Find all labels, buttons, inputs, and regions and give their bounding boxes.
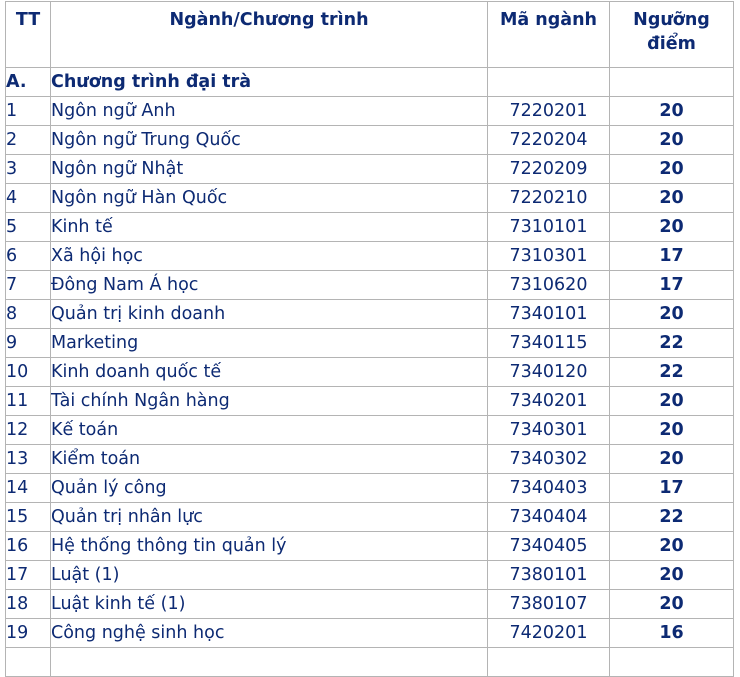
row-program-name: Marketing <box>51 329 488 358</box>
table-row <box>6 387 734 416</box>
row-index: 4 <box>6 184 51 213</box>
header-code: Mã ngành <box>488 2 610 68</box>
table-row <box>6 242 734 271</box>
row-threshold-score: 20 <box>610 213 734 242</box>
row-threshold-score: 20 <box>610 300 734 329</box>
row-program-name: Hệ thống thông tin quản lý <box>51 532 488 561</box>
row-program-name: Quản trị nhân lực <box>51 503 488 532</box>
row-index: 3 <box>6 155 51 184</box>
table-row <box>6 619 734 648</box>
row-index: 5 <box>6 213 51 242</box>
table-row <box>6 648 734 677</box>
row-program-name: Ngôn ngữ Trung Quốc <box>51 126 488 155</box>
table-row <box>6 271 734 300</box>
table-row <box>6 416 734 445</box>
row-program-code: 7340101 <box>488 300 610 329</box>
header-score-line2: điểm <box>647 34 696 54</box>
row-threshold-score: 20 <box>610 387 734 416</box>
admission-score-table <box>5 1 734 677</box>
header-program: Ngành/Chương trình <box>51 2 488 68</box>
row-program-code: 7380107 <box>488 590 610 619</box>
row-threshold-score: 20 <box>610 590 734 619</box>
row-program-name: Ngôn ngữ Nhật <box>51 155 488 184</box>
section-row <box>6 68 734 97</box>
row-program-code: 7220210 <box>488 184 610 213</box>
row-index: 18 <box>6 590 51 619</box>
row-index <box>6 648 51 677</box>
section-score <box>610 68 734 97</box>
header-score <box>610 2 734 68</box>
row-threshold-score: 20 <box>610 532 734 561</box>
row-threshold-score <box>610 648 734 677</box>
row-program-code: 7380101 <box>488 561 610 590</box>
table-row <box>6 126 734 155</box>
row-index: 1 <box>6 97 51 126</box>
row-threshold-score: 22 <box>610 503 734 532</box>
row-threshold-score: 20 <box>610 184 734 213</box>
row-threshold-score: 20 <box>610 155 734 184</box>
table-row <box>6 358 734 387</box>
table-row <box>6 474 734 503</box>
table-row <box>6 213 734 242</box>
table-row <box>6 329 734 358</box>
row-program-code: 7220204 <box>488 126 610 155</box>
row-threshold-score: 16 <box>610 619 734 648</box>
row-threshold-score: 20 <box>610 561 734 590</box>
table-row <box>6 445 734 474</box>
row-program-name: Quản lý công <box>51 474 488 503</box>
table-row <box>6 561 734 590</box>
header-tt: TT <box>6 2 51 68</box>
row-program-code: 7310301 <box>488 242 610 271</box>
row-index: 7 <box>6 271 51 300</box>
row-program-name: Kinh doanh quốc tế <box>51 358 488 387</box>
row-threshold-score: 22 <box>610 329 734 358</box>
row-index: 11 <box>6 387 51 416</box>
row-program-code: 7220201 <box>488 97 610 126</box>
row-program-name: Kiểm toán <box>51 445 488 474</box>
row-index: 6 <box>6 242 51 271</box>
row-threshold-score: 17 <box>610 271 734 300</box>
row-program-name: Luật (1) <box>51 561 488 590</box>
row-threshold-score: 17 <box>610 474 734 503</box>
row-program-name: Xã hội học <box>51 242 488 271</box>
row-program-name: Ngôn ngữ Anh <box>51 97 488 126</box>
table-row <box>6 590 734 619</box>
row-threshold-score: 17 <box>610 242 734 271</box>
row-program-code: 7340301 <box>488 416 610 445</box>
row-program-name: Quản trị kinh doanh <box>51 300 488 329</box>
row-program-name: Công nghệ sinh học <box>51 619 488 648</box>
section-title: Chương trình đại trà <box>51 68 488 97</box>
row-program-code: 7420201 <box>488 619 610 648</box>
table-row <box>6 97 734 126</box>
table-row <box>6 155 734 184</box>
row-index: 12 <box>6 416 51 445</box>
row-program-name: Tài chính Ngân hàng <box>51 387 488 416</box>
row-program-code: 7340403 <box>488 474 610 503</box>
row-program-name: Kinh tế <box>51 213 488 242</box>
row-index: 17 <box>6 561 51 590</box>
table-header-row <box>6 2 734 68</box>
row-program-code: 7340405 <box>488 532 610 561</box>
row-threshold-score: 20 <box>610 416 734 445</box>
table-row <box>6 300 734 329</box>
row-program-name: Kế toán <box>51 416 488 445</box>
row-index: 13 <box>6 445 51 474</box>
row-index: 9 <box>6 329 51 358</box>
row-threshold-score: 20 <box>610 126 734 155</box>
row-program-code: 7340201 <box>488 387 610 416</box>
row-program-code: 7340115 <box>488 329 610 358</box>
row-threshold-score: 20 <box>610 445 734 474</box>
row-program-code: 7340404 <box>488 503 610 532</box>
row-program-name: Đông Nam Á học <box>51 271 488 300</box>
row-program-name: Luật kinh tế (1) <box>51 590 488 619</box>
table-row <box>6 184 734 213</box>
row-program-code: 7310101 <box>488 213 610 242</box>
row-program-code: 7340302 <box>488 445 610 474</box>
row-index: 19 <box>6 619 51 648</box>
section-index: A. <box>6 68 51 97</box>
table-row <box>6 503 734 532</box>
row-index: 10 <box>6 358 51 387</box>
row-program-code: 7310620 <box>488 271 610 300</box>
row-index: 8 <box>6 300 51 329</box>
row-threshold-score: 20 <box>610 97 734 126</box>
table-row <box>6 532 734 561</box>
row-index: 15 <box>6 503 51 532</box>
row-index: 16 <box>6 532 51 561</box>
row-threshold-score: 22 <box>610 358 734 387</box>
row-index: 2 <box>6 126 51 155</box>
row-program-name: Ngôn ngữ Hàn Quốc <box>51 184 488 213</box>
row-program-code: 7340120 <box>488 358 610 387</box>
row-program-code <box>488 648 610 677</box>
section-code <box>488 68 610 97</box>
header-score-line1: Ngưỡng <box>633 10 710 30</box>
row-program-code: 7220209 <box>488 155 610 184</box>
row-index: 14 <box>6 474 51 503</box>
row-program-name <box>51 648 488 677</box>
